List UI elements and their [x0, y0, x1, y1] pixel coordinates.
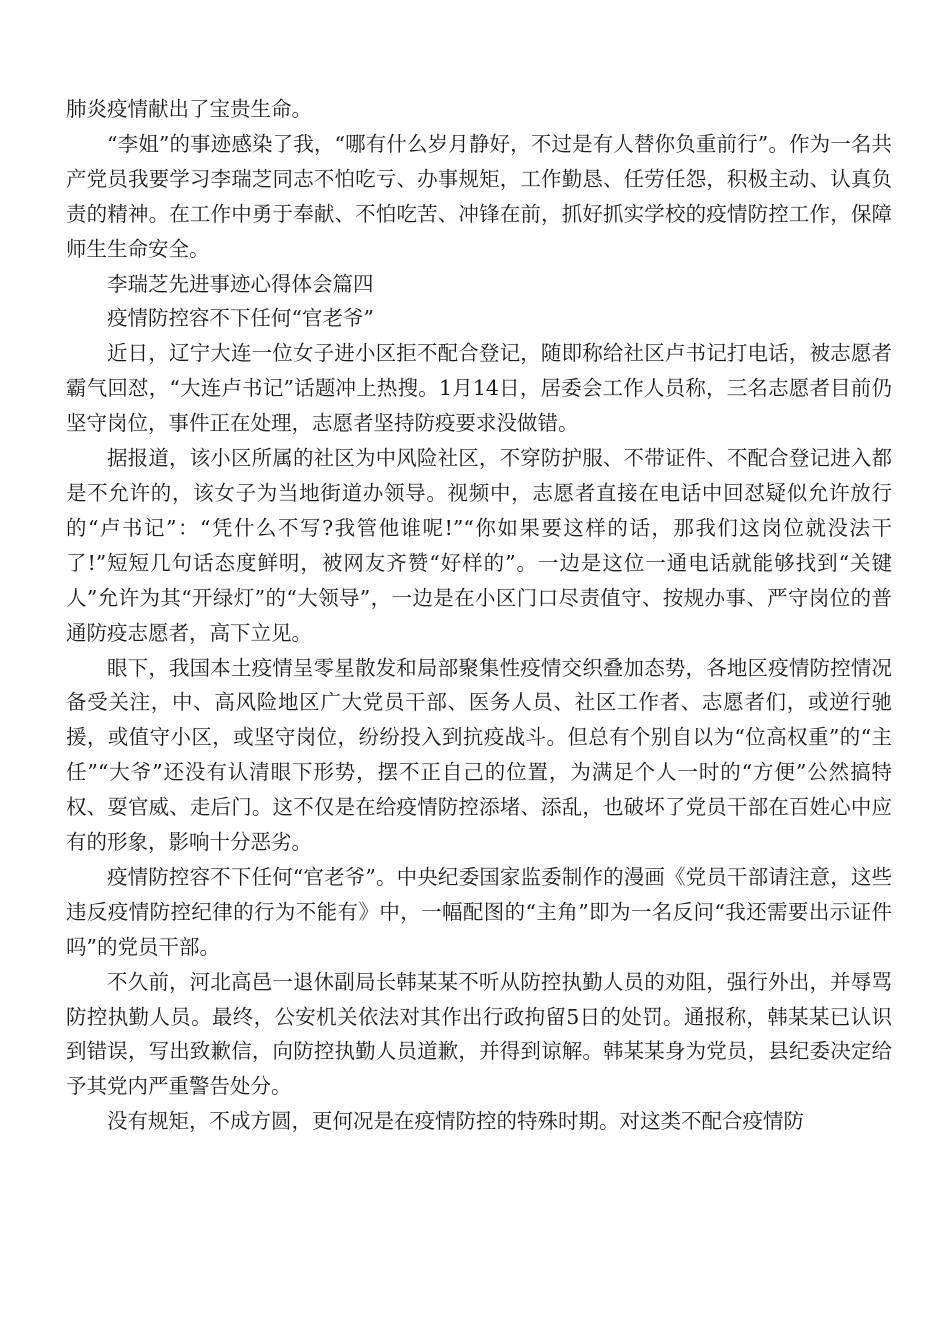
- section-title: 李瑞芝先进事迹心得体会篇四: [107, 271, 374, 296]
- paragraph-rules: 没有规矩，不成方圆，更何况是在疫情防控的特殊时期。对这类不配合疫情防: [107, 1109, 804, 1134]
- paragraph-report: 据报道，该小区所属的社区为中风险社区，不穿防护服、不带证件、不配合登记进入都是不允许的，该女子为当地街道办领导。视频中，志愿者直接在电话中回怼疑似允许放行的“卢书记”：“凭什么不写?我管他谁呢!”“你如果要这样的话，那我们这岗位就没法干了!”短短几句话态度鲜明，被网友齐赞“好样的”。一边是这位一通电话就能够找到“关键人”允许为其“开绿灯”的“大领导”，一边是在小区门口尽责值守、按规办事、严守岗位的普通防疫志愿者，高下立见。: [66, 446, 892, 645]
- document-page: [66, 92, 892, 1139]
- paragraph-no-officials: 疫情防控容不下任何“官老爷”。中央纪委国家监委制作的漫画《党员干部请注意，这些违反疫情防控纪律的行为不能有》中，一幅配图的“主角”即为一名反问“我还需要出示证件吗”的党员干部。: [66, 864, 892, 959]
- paragraph-situation: 眼下，我国本土疫情呈零星散发和局部聚集性疫情交织叠加态势，各地区疫情防控情况备受关注，中、高风险地区广大党员干部、医务人员、社区工作者、志愿者们，或逆行驰援，或值守小区，或坚守岗位，纷纷投入到抗疫战斗。但总有个别自以为“位高权重”的“主任”“大爷”还没有认清眼下形势，摆不正自己的位置，为满足个人一时的“方便”公然搞特权、耍官威、走后门。这不仅是在给疫情防控添堵、添乱，也破坏了党员干部在百姓心中应有的形象，影响十分恶劣。: [66, 655, 892, 855]
- paragraph-hebei-case: 不久前，河北高邑一退休副局长韩某某不听从防控执勤人员的劝阻，强行外出，并辱骂防控执勤人员。最终，公安机关依法对其作出行政拘留5日的处罚。通报称，韩某某已认识到错误，写出致歉信，向防控执勤人员道歉，并得到谅解。韩某某身为党员，县纪委决定给予其党内严重警告处分。: [66, 969, 892, 1099]
- paragraph-dalian-incident: 近日，辽宁大连一位女子进小区拒不配合登记，随即称给社区卢书记打电话，被志愿者霸气回怼，“大连卢书记”话题冲上热搜。1月14日，居委会工作人员称，三名志愿者目前仍坚守岗位，事件正在处理，志愿者坚持防疫要求没做错。: [66, 341, 892, 436]
- paragraph-continuation: 肺炎疫情献出了宝贵生命。: [66, 97, 312, 121]
- article-title: 疫情防控容不下任何“官老爷”: [107, 306, 374, 331]
- paragraph-reflection: “李姐”的事迹感染了我，“哪有什么岁月静好，不过是有人替你负重前行”。作为一名共产党员我要学习李瑞芝同志不怕吃亏、办事规矩，工作勤恳、任劳任怨，积极主动、认真负责的精神。在工作中勇于奉献、不怕吃苦、冲锋在前，抓好抓实学校的疫情防控工作，保障师生生命安全。: [66, 131, 892, 261]
